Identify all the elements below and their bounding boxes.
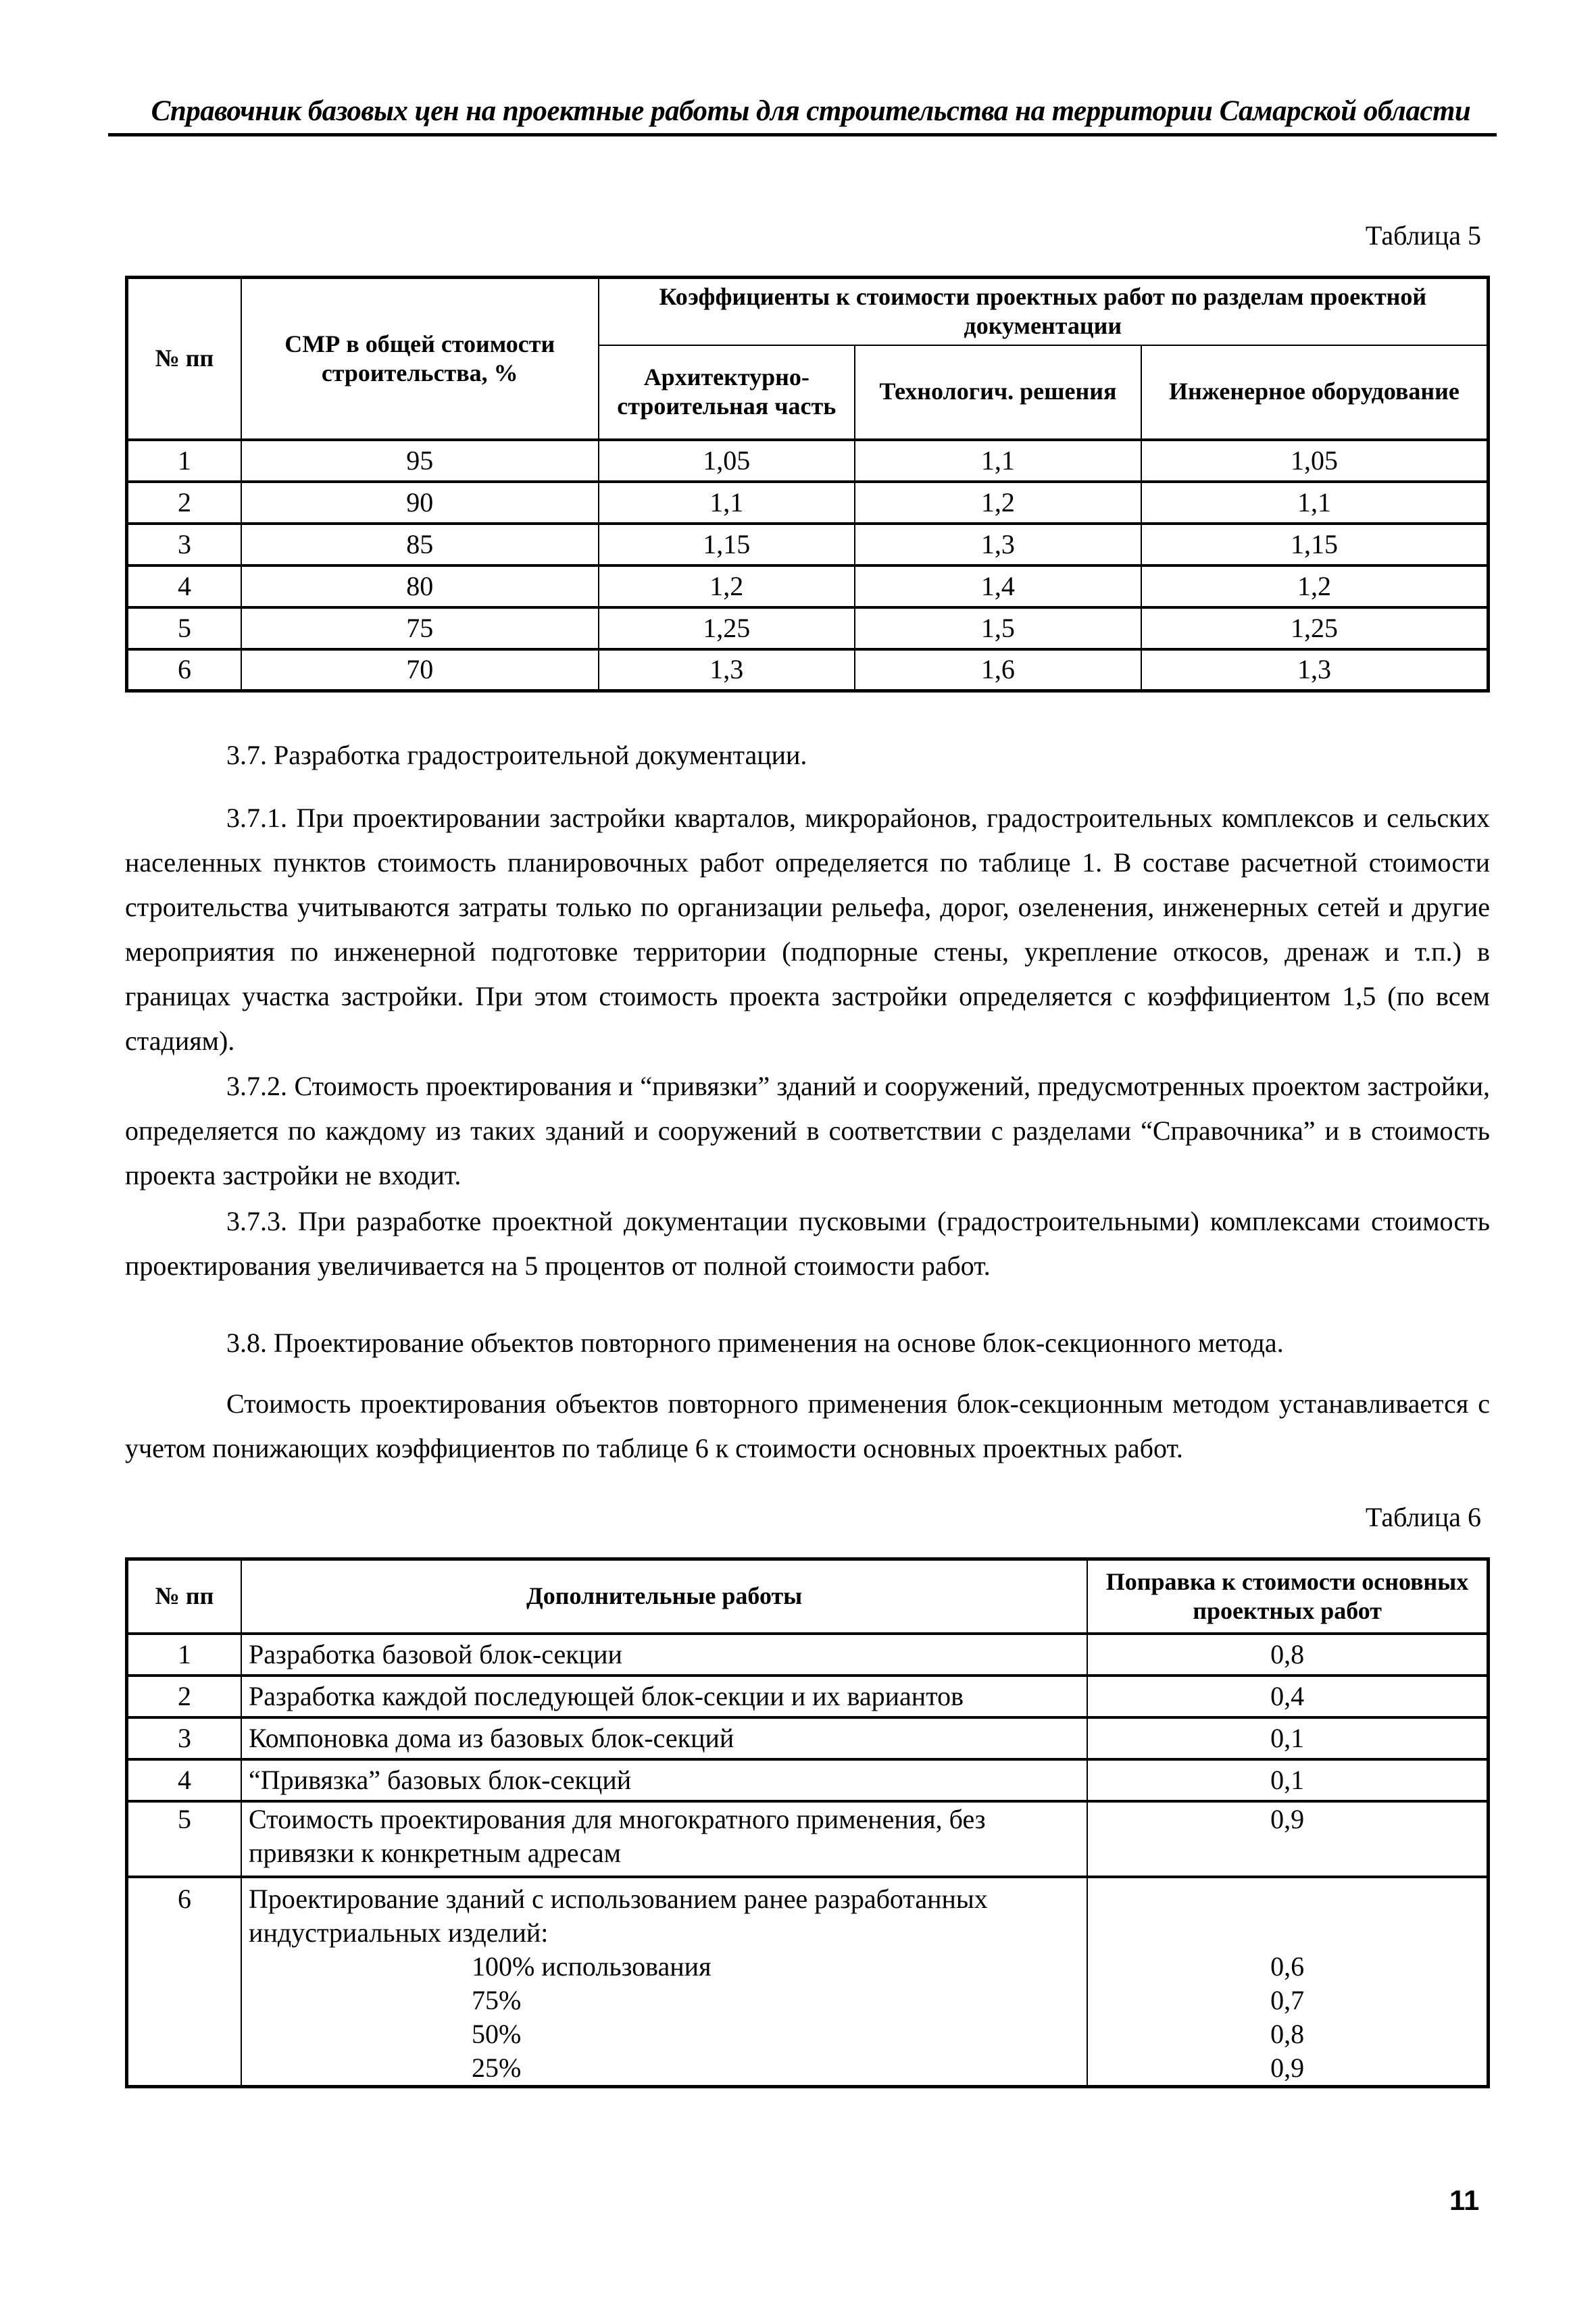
cell-arch: 1,05	[599, 440, 855, 482]
cell-num: 4	[127, 1759, 242, 1801]
cell-arch: 1,1	[599, 482, 855, 524]
header-smr: СМР в общей стоимости строительства, %	[241, 278, 599, 440]
cell-tech: 1,3	[855, 524, 1141, 565]
cell-coef: 0,8	[1087, 1634, 1488, 1676]
page-number: 11	[1449, 2184, 1480, 2216]
cell-num: 2	[127, 1676, 242, 1717]
cell-arch: 1,3	[599, 649, 855, 691]
table-row	[127, 649, 1489, 691]
sub-label: 50%	[472, 2018, 522, 2049]
cell-num: 6	[127, 649, 241, 691]
cell-coef: 0,1	[1087, 1759, 1488, 1801]
header-tech: Технологич. решения	[855, 345, 1141, 440]
table-row	[127, 1801, 1489, 1877]
running-header: Справочник базовых цен на проектные работы для строительства на территории Самарской области	[151, 95, 1471, 127]
cell-smr: 90	[241, 482, 599, 524]
cell-eng: 1,3	[1141, 649, 1489, 691]
cell-work: Разработка каждой последующей блок-секции и их вариантов	[241, 1676, 1087, 1717]
header-num: № пп	[127, 278, 241, 440]
cell-eng: 1,15	[1141, 524, 1489, 565]
cell-work: Компоновка дома из базовых блок-секций	[241, 1717, 1087, 1759]
sub-coef: 0,8	[1270, 2018, 1305, 2049]
cell-num: 3	[127, 1717, 242, 1759]
cell-coef: 0,9	[1087, 1801, 1488, 1877]
section-3-8-title: 3.8. Проектирование объектов повторного применения на основе блок-секционного метода.	[226, 1328, 1284, 1358]
cell-eng: 1,2	[1141, 565, 1489, 607]
table6-label: Таблица 6	[1365, 1502, 1481, 1532]
section-3-7-title: 3.7. Разработка градостроительной документации.	[226, 740, 807, 770]
header-coefficients-group: Коэффициенты к стоимости проектных работ по разделам проектной документации	[599, 278, 1489, 345]
header-work: Дополнительные работы	[241, 1559, 1087, 1634]
cell-eng: 1,05	[1141, 440, 1489, 482]
table-row	[127, 1759, 1489, 1801]
cell-tech: 1,1	[855, 440, 1141, 482]
cell-num: 5	[127, 1801, 242, 1877]
sub-coef: 0,6	[1270, 1951, 1305, 1982]
cell-arch: 1,25	[599, 607, 855, 649]
paragraph-3-7-2: 3.7.2. Стоимость проектирования и “привязки” зданий и сооружений, предусмотренных проектом застройки, определяется по каждому из таких зданий и сооружений в соответствии с разделами “Справочника” и в стоимость проекта застройки не входит.	[125, 1071, 1490, 1190]
cell-eng: 1,1	[1141, 482, 1489, 524]
table-row	[127, 1634, 1489, 1676]
cell-num: 3	[127, 524, 241, 565]
cell-coef	[1087, 1877, 1488, 2087]
table-5	[125, 276, 1490, 693]
cell-num: 1	[127, 1634, 242, 1676]
header-eng: Инженерное оборудование	[1141, 345, 1489, 440]
table-6	[125, 1557, 1490, 2088]
table5-label: Таблица 5	[1365, 220, 1481, 251]
cell-smr: 95	[241, 440, 599, 482]
cell-smr: 75	[241, 607, 599, 649]
header-rule	[108, 133, 1497, 136]
table-row	[127, 482, 1489, 524]
sub-coef: 0,9	[1270, 2052, 1305, 2083]
header-coef: Поправка к стоимости основных проектных работ	[1087, 1559, 1488, 1634]
cell-work: Стоимость проектирования для многократного применения, без привязки к конкретным адресам	[241, 1801, 1087, 1877]
cell-num: 2	[127, 482, 241, 524]
cell-work: “Привязка” базовых блок-секций	[241, 1759, 1087, 1801]
cell-tech: 1,2	[855, 482, 1141, 524]
table-row	[127, 1877, 1489, 2087]
cell-num: 6	[127, 1877, 242, 2087]
table-row	[127, 524, 1489, 565]
cell-work	[241, 1877, 1087, 2087]
cell-num: 5	[127, 607, 241, 649]
sub-label: 100% использования	[472, 1951, 712, 1982]
header-num: № пп	[127, 1559, 242, 1634]
cell-smr: 70	[241, 649, 599, 691]
cell-coef: 0,4	[1087, 1676, 1488, 1717]
header-arch: Архитектурно-строительная часть	[599, 345, 855, 440]
table-row	[127, 1676, 1489, 1717]
table-row	[127, 440, 1489, 482]
cell-work: Разработка базовой блок-секции	[241, 1634, 1087, 1676]
cell-eng: 1,25	[1141, 607, 1489, 649]
cell-smr: 85	[241, 524, 599, 565]
cell-smr: 80	[241, 565, 599, 607]
paragraph-3-7-1: 3.7.1. При проектировании застройки кварталов, микрорайонов, градостроительных комплексов и сельских населенных пунктов стоимость планировочных работ определяется по таблице 1. В составе расчетной стоимости строительства учитываются затраты только по организации рельефа, дорог, озеленения, инженерных сетей и другие мероприятия по инженерной подготовке территории (подпорные стены, укрепление откосов, дренаж и т.п.) в границах участка застройки. При этом стоимость проекта застройки определяется с коэффициентом 1,5 (по всем стадиям).	[125, 803, 1490, 1056]
paragraph-3-7-3: 3.7.3. При разработке проектной документации пусковыми (градостроительными) комплексами стоимость проектирования увеличивается на 5 процентов от полной стоимости работ.	[125, 1206, 1490, 1281]
table-row	[127, 565, 1489, 607]
paragraph-3-8: Стоимость проектирования объектов повторного применения блок-секционным методом устанавливается с учетом понижающих коэффициентов по таблице 6 к стоимости основных проектных работ.	[125, 1388, 1490, 1463]
cell-num: 1	[127, 440, 241, 482]
table-row	[127, 607, 1489, 649]
table-row	[127, 1717, 1489, 1759]
cell-tech: 1,5	[855, 607, 1141, 649]
sub-label: 25%	[472, 2052, 522, 2083]
cell-arch: 1,2	[599, 565, 855, 607]
cell-tech: 1,6	[855, 649, 1141, 691]
cell-num: 4	[127, 565, 241, 607]
sub-label: 75%	[472, 1984, 522, 2015]
cell-tech: 1,4	[855, 565, 1141, 607]
row6-description: Проектирование зданий с использованием ранее разработанных индустриальных изделий:	[249, 1883, 988, 1948]
sub-coef: 0,7	[1270, 1984, 1305, 2015]
cell-coef: 0,1	[1087, 1717, 1488, 1759]
cell-arch: 1,15	[599, 524, 855, 565]
